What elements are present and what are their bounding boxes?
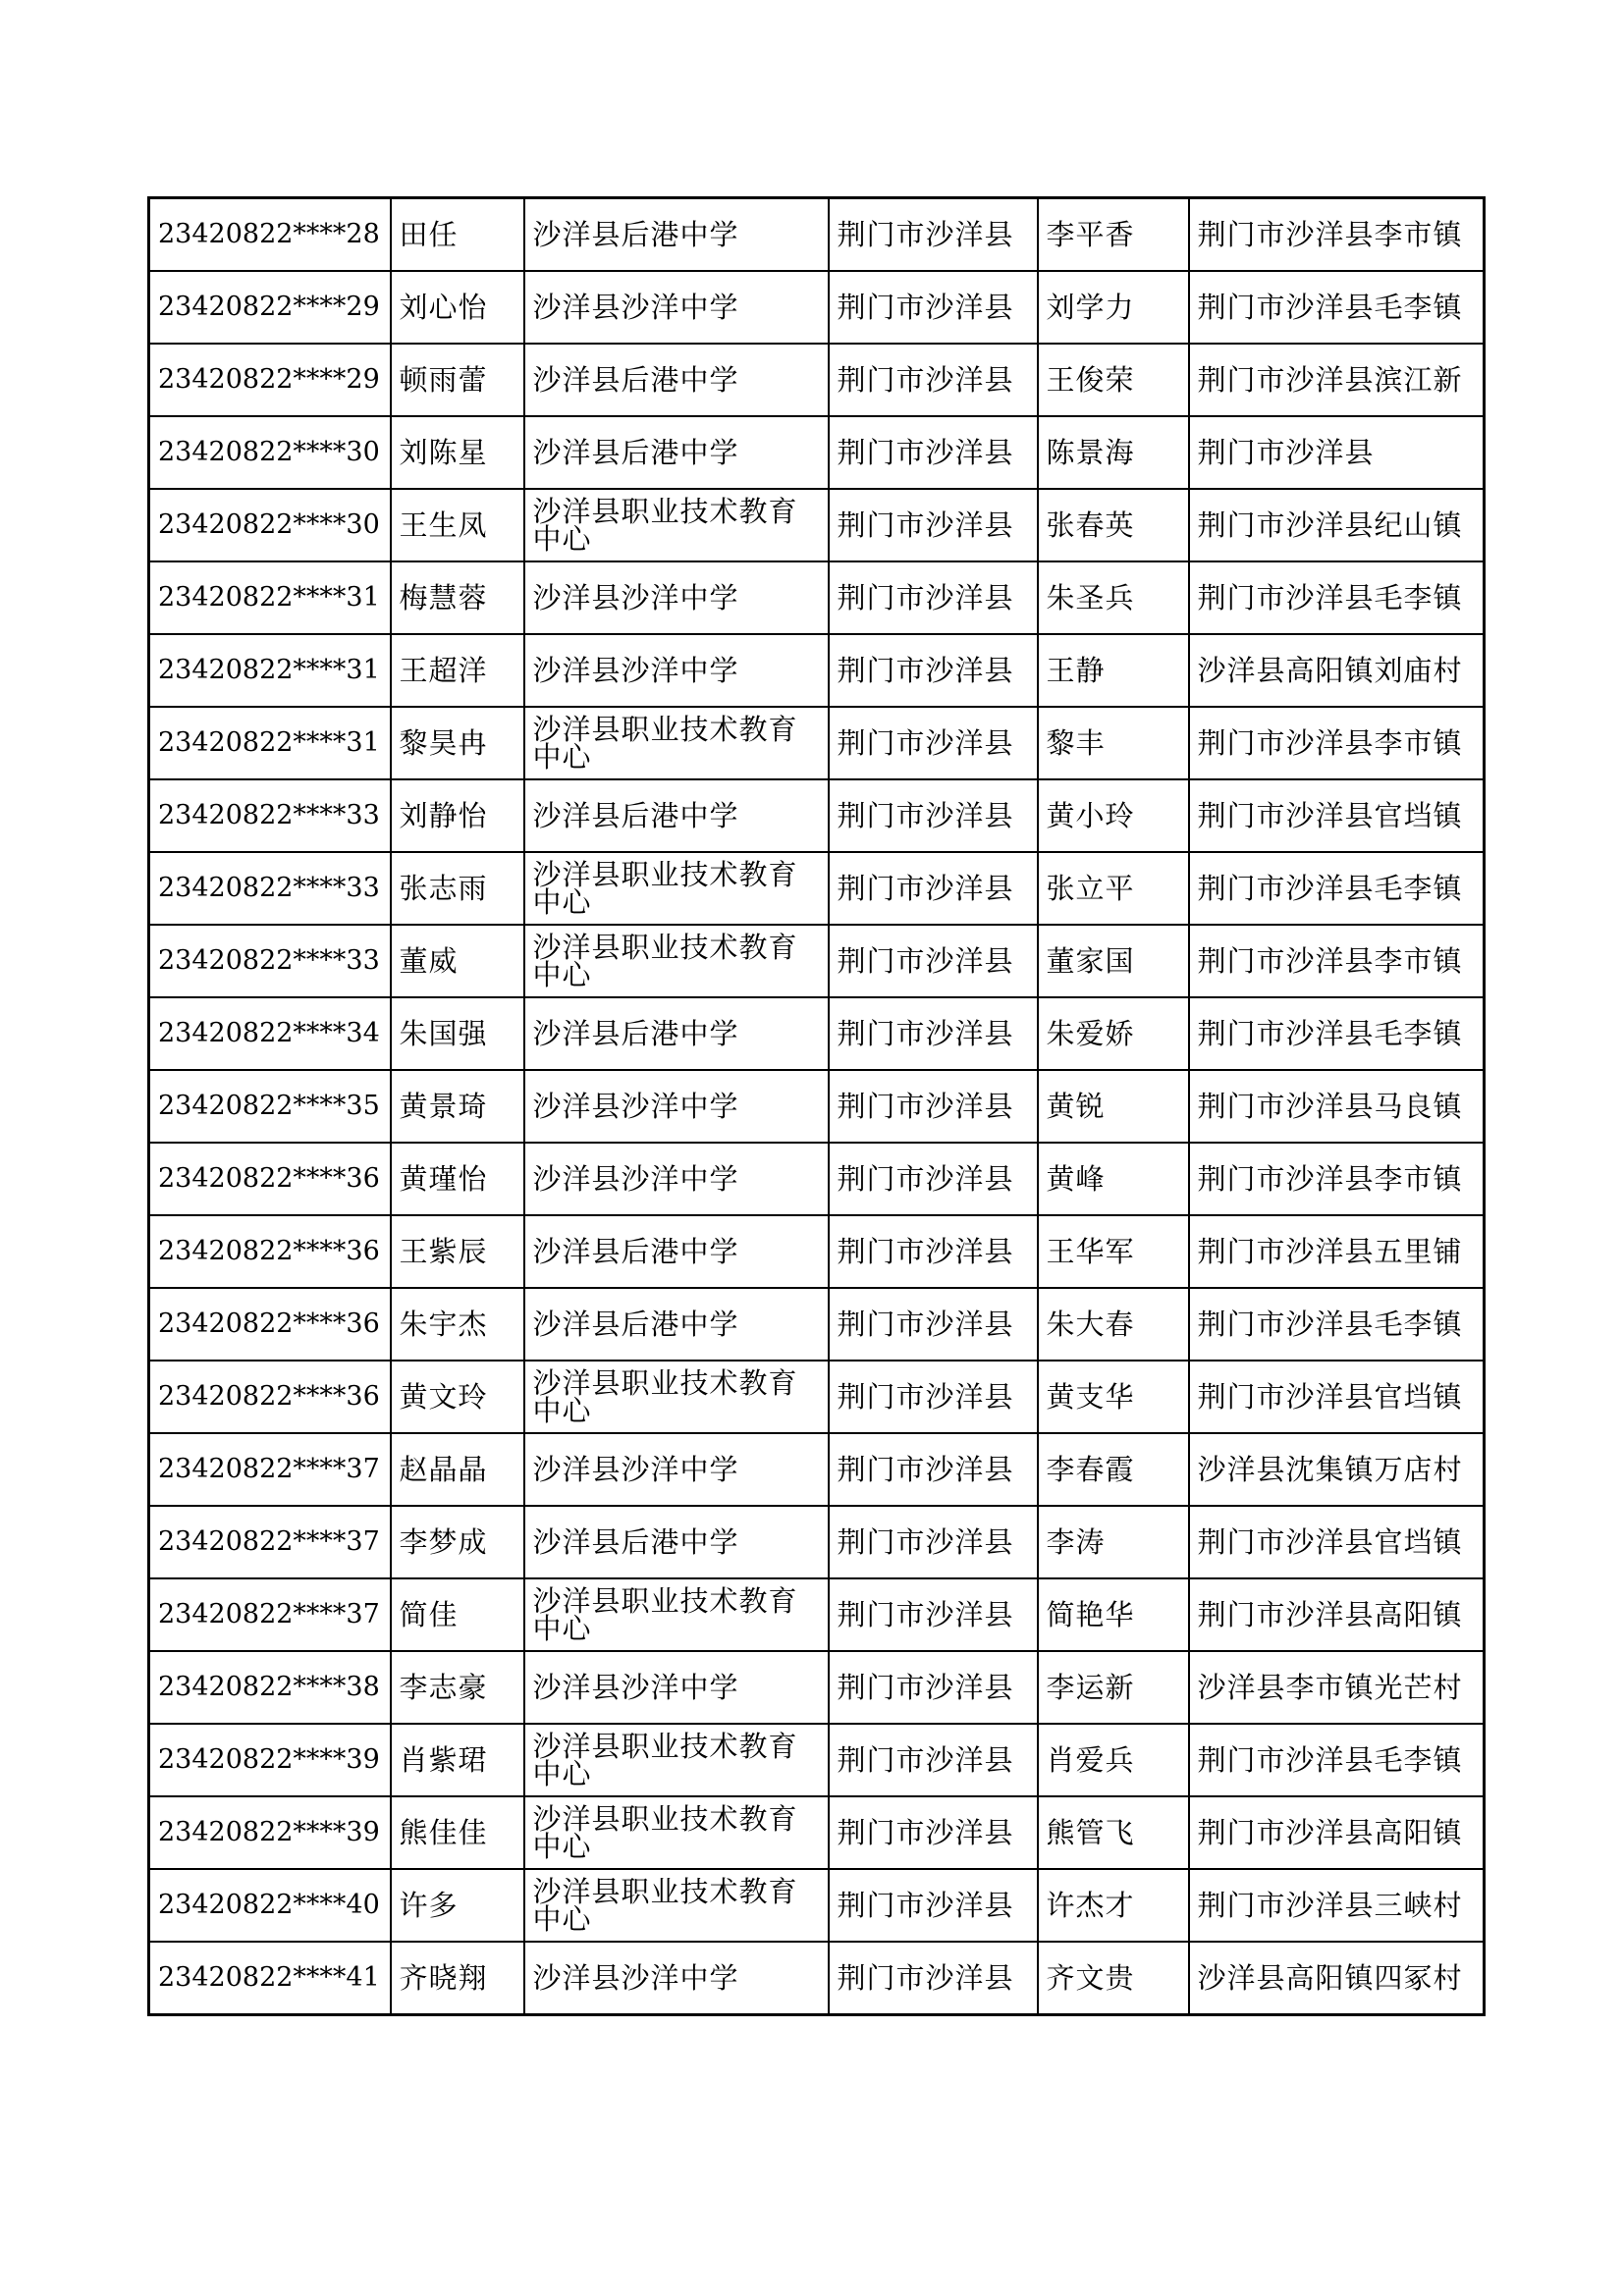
- guardian-name-cell: 李春霞: [1038, 1433, 1189, 1506]
- table-row: [149, 852, 1485, 925]
- student-name-cell: 黄文玲: [391, 1361, 524, 1433]
- address-cell: 荆门市沙洋县官垱镇: [1189, 779, 1485, 852]
- table-row: [149, 1433, 1485, 1506]
- region-cell: 荆门市沙洋县: [829, 1942, 1038, 2015]
- table-row: [149, 1506, 1485, 1578]
- table-row: [149, 1796, 1485, 1869]
- guardian-name-cell: 王俊荣: [1038, 344, 1189, 416]
- school-cell: 沙洋县后港中学: [524, 1215, 829, 1288]
- table-row: [149, 634, 1485, 707]
- student-id-cell: 23420822****37: [149, 1506, 391, 1578]
- student-id-cell: 23420822****28: [149, 198, 391, 272]
- school-cell: 沙洋县后港中学: [524, 1288, 829, 1361]
- student-id-cell: 23420822****40: [149, 1869, 391, 1942]
- student-name-cell: 李梦成: [391, 1506, 524, 1578]
- guardian-name-cell: 张立平: [1038, 852, 1189, 925]
- address-cell: 沙洋县高阳镇四冢村: [1189, 1942, 1485, 2015]
- region-cell: 荆门市沙洋县: [829, 1651, 1038, 1724]
- table-row: [149, 561, 1485, 634]
- school-cell: 沙洋县后港中学: [524, 997, 829, 1070]
- student-id-cell: 23420822****36: [149, 1288, 391, 1361]
- table-row: [149, 997, 1485, 1070]
- table-row: [149, 1724, 1485, 1796]
- region-cell: 荆门市沙洋县: [829, 707, 1038, 779]
- student-name-cell: 熊佳佳: [391, 1796, 524, 1869]
- address-cell: 荆门市沙洋县毛李镇: [1189, 852, 1485, 925]
- student-name-cell: 赵晶晶: [391, 1433, 524, 1506]
- address-cell: 荆门市沙洋县李市镇: [1189, 925, 1485, 997]
- school-cell: 沙洋县后港中学: [524, 416, 829, 489]
- student-id-cell: 23420822****35: [149, 1070, 391, 1143]
- address-cell: 荆门市沙洋县官垱镇: [1189, 1506, 1485, 1578]
- school-cell: 沙洋县沙洋中学: [524, 1433, 829, 1506]
- student-id-cell: 23420822****38: [149, 1651, 391, 1724]
- school-cell: 沙洋县沙洋中学: [524, 271, 829, 344]
- address-cell: 荆门市沙洋县李市镇: [1189, 707, 1485, 779]
- student-id-cell: 23420822****30: [149, 416, 391, 489]
- student-name-cell: 王紫辰: [391, 1215, 524, 1288]
- guardian-name-cell: 齐文贵: [1038, 1942, 1189, 2015]
- school-cell: 沙洋县后港中学: [524, 198, 829, 272]
- school-cell: 沙洋县沙洋中学: [524, 1143, 829, 1215]
- address-cell: 荆门市沙洋县三峡村: [1189, 1869, 1485, 1942]
- guardian-name-cell: 李平香: [1038, 198, 1189, 272]
- guardian-name-cell: 李涛: [1038, 1506, 1189, 1578]
- student-id-cell: 23420822****29: [149, 344, 391, 416]
- student-name-cell: 顿雨蕾: [391, 344, 524, 416]
- school-cell: 沙洋县职业技术教育中心: [524, 1361, 829, 1433]
- region-cell: 荆门市沙洋县: [829, 1869, 1038, 1942]
- guardian-name-cell: 王华军: [1038, 1215, 1189, 1288]
- roster-body: [149, 198, 1485, 2015]
- student-id-cell: 23420822****41: [149, 1942, 391, 2015]
- guardian-name-cell: 王静: [1038, 634, 1189, 707]
- school-cell: 沙洋县后港中学: [524, 1506, 829, 1578]
- school-cell: 沙洋县职业技术教育中心: [524, 1796, 829, 1869]
- region-cell: 荆门市沙洋县: [829, 997, 1038, 1070]
- region-cell: 荆门市沙洋县: [829, 271, 1038, 344]
- address-cell: 荆门市沙洋县毛李镇: [1189, 1288, 1485, 1361]
- student-id-cell: 23420822****36: [149, 1143, 391, 1215]
- table-row: [149, 416, 1485, 489]
- student-name-cell: 王超洋: [391, 634, 524, 707]
- student-name-cell: 梅慧蓉: [391, 561, 524, 634]
- guardian-name-cell: 黄峰: [1038, 1143, 1189, 1215]
- student-id-cell: 23420822****39: [149, 1724, 391, 1796]
- table-row: [149, 1143, 1485, 1215]
- address-cell: 荆门市沙洋县纪山镇: [1189, 489, 1485, 561]
- table-row: [149, 925, 1485, 997]
- school-cell: 沙洋县后港中学: [524, 779, 829, 852]
- table-row: [149, 198, 1485, 272]
- school-cell: 沙洋县职业技术教育中心: [524, 1578, 829, 1651]
- address-cell: 荆门市沙洋县毛李镇: [1189, 561, 1485, 634]
- student-id-cell: 23420822****33: [149, 779, 391, 852]
- table-row: [149, 1070, 1485, 1143]
- student-id-cell: 23420822****39: [149, 1796, 391, 1869]
- school-cell: 沙洋县沙洋中学: [524, 1651, 829, 1724]
- guardian-name-cell: 黄小玲: [1038, 779, 1189, 852]
- address-cell: 荆门市沙洋县李市镇: [1189, 1143, 1485, 1215]
- region-cell: 荆门市沙洋县: [829, 1433, 1038, 1506]
- guardian-name-cell: 张春英: [1038, 489, 1189, 561]
- student-id-cell: 23420822****34: [149, 997, 391, 1070]
- guardian-name-cell: 朱大春: [1038, 1288, 1189, 1361]
- address-cell: 荆门市沙洋县高阳镇: [1189, 1796, 1485, 1869]
- region-cell: 荆门市沙洋县: [829, 852, 1038, 925]
- student-name-cell: 刘心怡: [391, 271, 524, 344]
- student-name-cell: 许多: [391, 1869, 524, 1942]
- student-id-cell: 23420822****31: [149, 561, 391, 634]
- guardian-name-cell: 朱爱娇: [1038, 997, 1189, 1070]
- address-cell: 荆门市沙洋县马良镇: [1189, 1070, 1485, 1143]
- address-cell: 荆门市沙洋县五里铺: [1189, 1215, 1485, 1288]
- guardian-name-cell: 许杰才: [1038, 1869, 1189, 1942]
- table-row: [149, 344, 1485, 416]
- guardian-name-cell: 熊管飞: [1038, 1796, 1189, 1869]
- school-cell: 沙洋县沙洋中学: [524, 1942, 829, 2015]
- student-name-cell: 王生凤: [391, 489, 524, 561]
- region-cell: 荆门市沙洋县: [829, 779, 1038, 852]
- table-row: [149, 271, 1485, 344]
- student-id-cell: 23420822****31: [149, 707, 391, 779]
- student-name-cell: 朱宇杰: [391, 1288, 524, 1361]
- student-name-cell: 刘静怡: [391, 779, 524, 852]
- student-name-cell: 李志豪: [391, 1651, 524, 1724]
- student-id-cell: 23420822****29: [149, 271, 391, 344]
- student-name-cell: 董威: [391, 925, 524, 997]
- address-cell: 荆门市沙洋县: [1189, 416, 1485, 489]
- address-cell: 荆门市沙洋县毛李镇: [1189, 997, 1485, 1070]
- region-cell: 荆门市沙洋县: [829, 925, 1038, 997]
- guardian-name-cell: 陈景海: [1038, 416, 1189, 489]
- school-cell: 沙洋县职业技术教育中心: [524, 852, 829, 925]
- student-id-cell: 23420822****33: [149, 852, 391, 925]
- address-cell: 沙洋县沈集镇万店村: [1189, 1433, 1485, 1506]
- school-cell: 沙洋县后港中学: [524, 344, 829, 416]
- region-cell: 荆门市沙洋县: [829, 1143, 1038, 1215]
- region-cell: 荆门市沙洋县: [829, 1796, 1038, 1869]
- student-name-cell: 肖紫珺: [391, 1724, 524, 1796]
- table-row: [149, 707, 1485, 779]
- guardian-name-cell: 简艳华: [1038, 1578, 1189, 1651]
- table-row: [149, 1288, 1485, 1361]
- student-name-cell: 黄景琦: [391, 1070, 524, 1143]
- student-id-cell: 23420822****36: [149, 1361, 391, 1433]
- table-row: [149, 1942, 1485, 2015]
- student-id-cell: 23420822****36: [149, 1215, 391, 1288]
- region-cell: 荆门市沙洋县: [829, 1070, 1038, 1143]
- student-id-cell: 23420822****30: [149, 489, 391, 561]
- student-roster-table: [147, 196, 1486, 2016]
- student-name-cell: 田任: [391, 198, 524, 272]
- guardian-name-cell: 肖爱兵: [1038, 1724, 1189, 1796]
- region-cell: 荆门市沙洋县: [829, 634, 1038, 707]
- student-name-cell: 简佳: [391, 1578, 524, 1651]
- student-name-cell: 黄瑾怡: [391, 1143, 524, 1215]
- region-cell: 荆门市沙洋县: [829, 1724, 1038, 1796]
- region-cell: 荆门市沙洋县: [829, 1506, 1038, 1578]
- region-cell: 荆门市沙洋县: [829, 1578, 1038, 1651]
- table-row: [149, 1578, 1485, 1651]
- region-cell: 荆门市沙洋县: [829, 1361, 1038, 1433]
- student-id-cell: 23420822****37: [149, 1433, 391, 1506]
- address-cell: 沙洋县李市镇光芒村: [1189, 1651, 1485, 1724]
- guardian-name-cell: 董家国: [1038, 925, 1189, 997]
- address-cell: 荆门市沙洋县滨江新: [1189, 344, 1485, 416]
- guardian-name-cell: 黄锐: [1038, 1070, 1189, 1143]
- address-cell: 荆门市沙洋县毛李镇: [1189, 271, 1485, 344]
- table-row: [149, 1869, 1485, 1942]
- school-cell: 沙洋县职业技术教育中心: [524, 489, 829, 561]
- guardian-name-cell: 黄支华: [1038, 1361, 1189, 1433]
- student-id-cell: 23420822****33: [149, 925, 391, 997]
- table-row: [149, 1361, 1485, 1433]
- table-row: [149, 1215, 1485, 1288]
- school-cell: 沙洋县沙洋中学: [524, 1070, 829, 1143]
- address-cell: 荆门市沙洋县毛李镇: [1189, 1724, 1485, 1796]
- school-cell: 沙洋县职业技术教育中心: [524, 707, 829, 779]
- guardian-name-cell: 刘学力: [1038, 271, 1189, 344]
- region-cell: 荆门市沙洋县: [829, 489, 1038, 561]
- student-name-cell: 刘陈星: [391, 416, 524, 489]
- region-cell: 荆门市沙洋县: [829, 416, 1038, 489]
- school-cell: 沙洋县职业技术教育中心: [524, 1724, 829, 1796]
- student-name-cell: 齐晓翔: [391, 1942, 524, 2015]
- student-id-cell: 23420822****31: [149, 634, 391, 707]
- guardian-name-cell: 黎丰: [1038, 707, 1189, 779]
- student-name-cell: 张志雨: [391, 852, 524, 925]
- student-name-cell: 黎昊冉: [391, 707, 524, 779]
- student-id-cell: 23420822****37: [149, 1578, 391, 1651]
- school-cell: 沙洋县沙洋中学: [524, 561, 829, 634]
- address-cell: 荆门市沙洋县高阳镇: [1189, 1578, 1485, 1651]
- address-cell: 荆门市沙洋县李市镇: [1189, 198, 1485, 272]
- address-cell: 荆门市沙洋县官垱镇: [1189, 1361, 1485, 1433]
- school-cell: 沙洋县沙洋中学: [524, 634, 829, 707]
- region-cell: 荆门市沙洋县: [829, 1215, 1038, 1288]
- guardian-name-cell: 李运新: [1038, 1651, 1189, 1724]
- school-cell: 沙洋县职业技术教育中心: [524, 1869, 829, 1942]
- guardian-name-cell: 朱圣兵: [1038, 561, 1189, 634]
- student-name-cell: 朱国强: [391, 997, 524, 1070]
- table-row: [149, 779, 1485, 852]
- table-row: [149, 1651, 1485, 1724]
- region-cell: 荆门市沙洋县: [829, 561, 1038, 634]
- region-cell: 荆门市沙洋县: [829, 198, 1038, 272]
- school-cell: 沙洋县职业技术教育中心: [524, 925, 829, 997]
- region-cell: 荆门市沙洋县: [829, 1288, 1038, 1361]
- address-cell: 沙洋县高阳镇刘庙村: [1189, 634, 1485, 707]
- table-row: [149, 489, 1485, 561]
- region-cell: 荆门市沙洋县: [829, 344, 1038, 416]
